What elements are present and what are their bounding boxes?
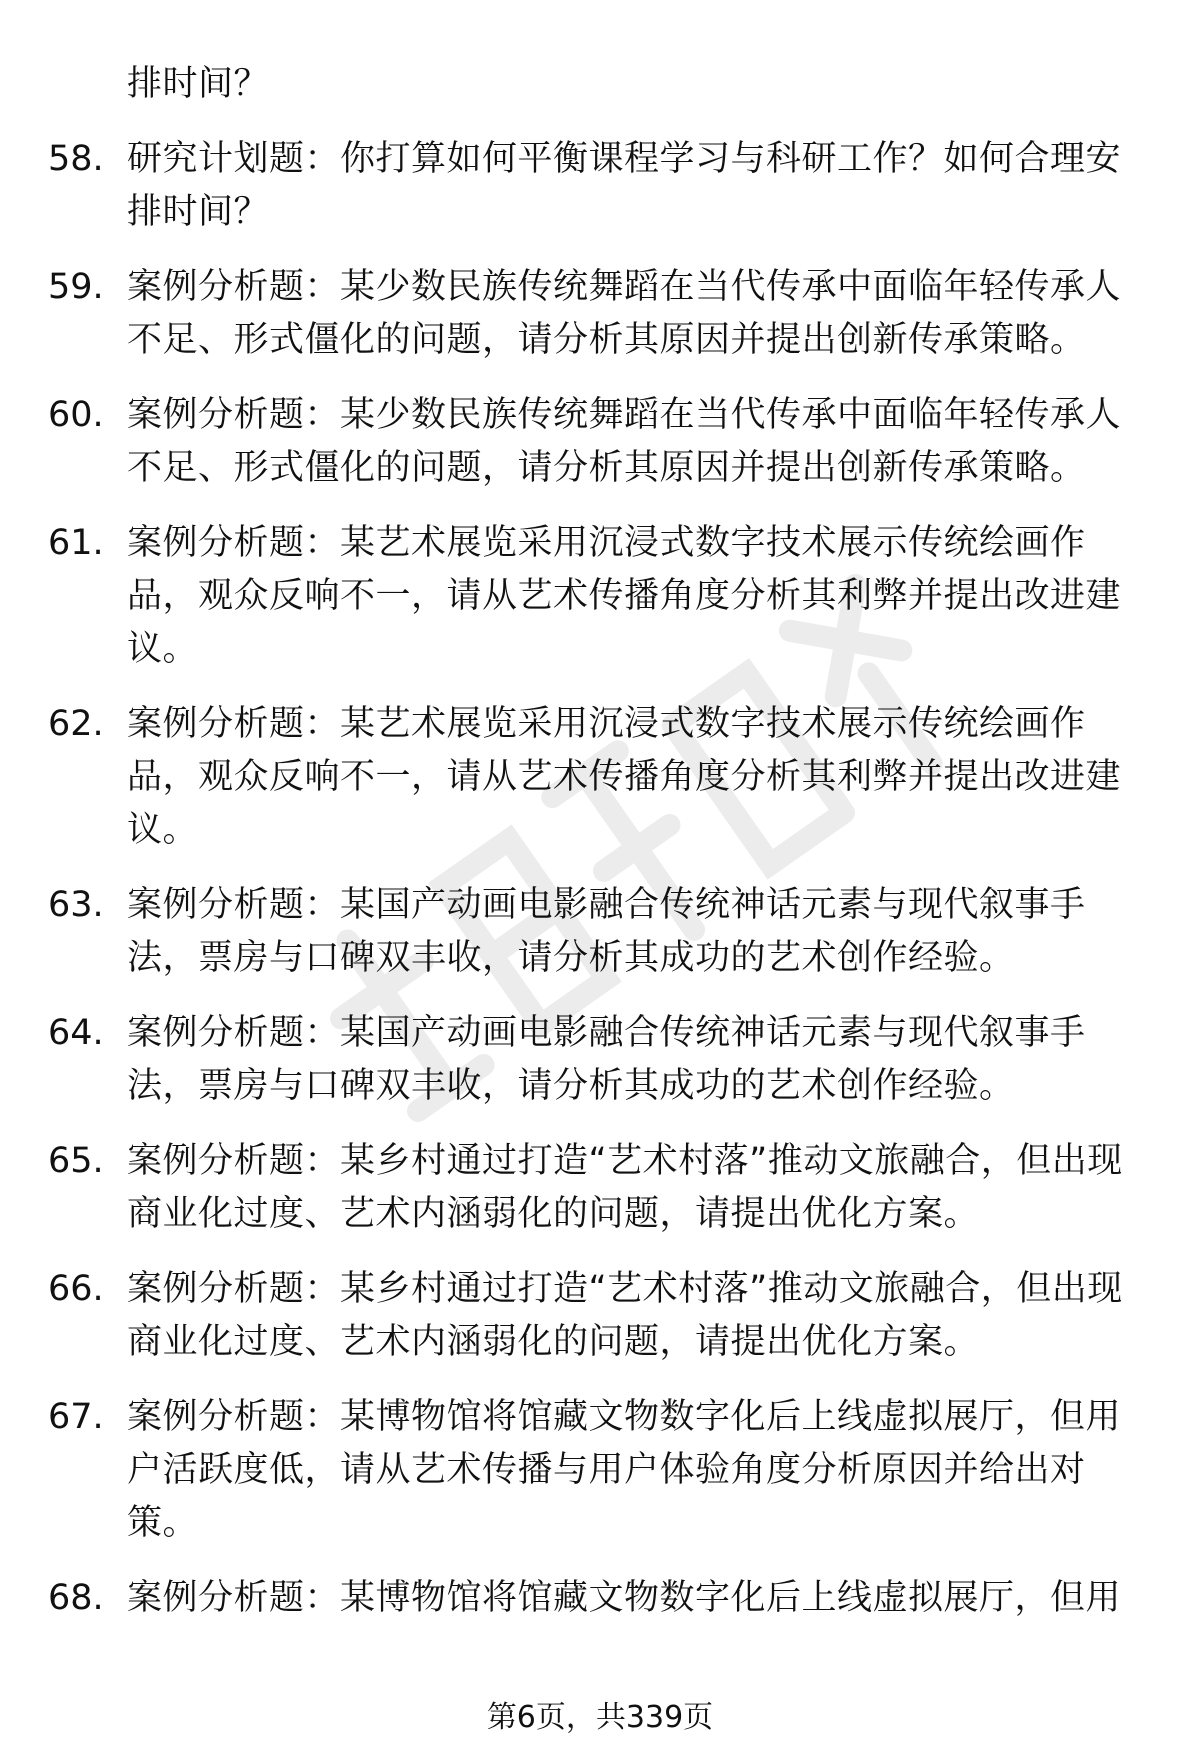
item-number: 59. [48,267,104,307]
item-text: 案例分析题：某国产动画电影融合传统神话元素与现代叙事手法，票房与口碑双丰收，请分析其成功的艺术创作经验。 [127,1013,1086,1106]
question-list [48,58,1140,1647]
item-number: 66. [48,1269,104,1309]
item-number: 63. [48,885,104,925]
list-item [48,1391,1140,1550]
item-text: 案例分析题：某博物馆将馆藏文物数字化后上线虚拟展厅，但用 [127,1578,1122,1618]
item-text: 案例分析题：某艺术展览采用沉浸式数字技术展示传统绘画作品，观众反响不一，请从艺术传播角度分析其利弊并提出改进建议。 [127,704,1122,850]
list-item [48,1263,1140,1369]
item-number: 61. [48,523,104,563]
item-text: 研究计划题：你打算如何平衡课程学习与科研工作？如何合理安排时间？ [127,139,1122,232]
item-number: 62. [48,704,104,744]
list-item [48,133,1140,239]
page-footer: 第6页，共339页 [486,1700,714,1735]
item-text: 案例分析题：某乡村通过打造“艺术村落”推动文旅融合，但出现商业化过度、艺术内涵弱化的问题，请提出优化方案。 [127,1141,1123,1234]
item-number: 58. [48,139,104,179]
list-item [48,517,1140,676]
item-text: 案例分析题：某博物馆将馆藏文物数字化后上线虚拟展厅，但用户活跃度低，请从艺术传播与用户体验角度分析原因并给出对策。 [127,1397,1122,1543]
item-text: 案例分析题：某国产动画电影融合传统神话元素与现代叙事手法，票房与口碑双丰收，请分析其成功的艺术创作经验。 [127,885,1086,978]
continuation-text: 排时间？ [127,64,270,104]
item-number: 67. [48,1397,104,1437]
list-item [48,1135,1140,1241]
item-text: 案例分析题：某少数民族传统舞蹈在当代传承中面临年轻传承人不足、形式僵化的问题，请分析其原因并提出创新传承策略。 [127,267,1122,360]
item-text: 案例分析题：某少数民族传统舞蹈在当代传承中面临年轻传承人不足、形式僵化的问题，请分析其原因并提出创新传承策略。 [127,395,1122,488]
list-item [48,698,1140,857]
item-number: 64. [48,1013,104,1053]
list-item [48,879,1140,985]
item-number: 68. [48,1578,104,1618]
item-number: 60. [48,395,104,435]
item-text: 案例分析题：某艺术展览采用沉浸式数字技术展示传统绘画作品，观众反响不一，请从艺术传播角度分析其利弊并提出改进建议。 [127,523,1122,669]
list-item [48,389,1140,495]
list-item [48,261,1140,367]
item-text: 案例分析题：某乡村通过打造“艺术村落”推动文旅融合，但出现商业化过度、艺术内涵弱化的问题，请提出优化方案。 [127,1269,1123,1362]
list-item [48,1007,1140,1113]
list-item [48,1572,1140,1625]
item-number: 65. [48,1141,104,1181]
